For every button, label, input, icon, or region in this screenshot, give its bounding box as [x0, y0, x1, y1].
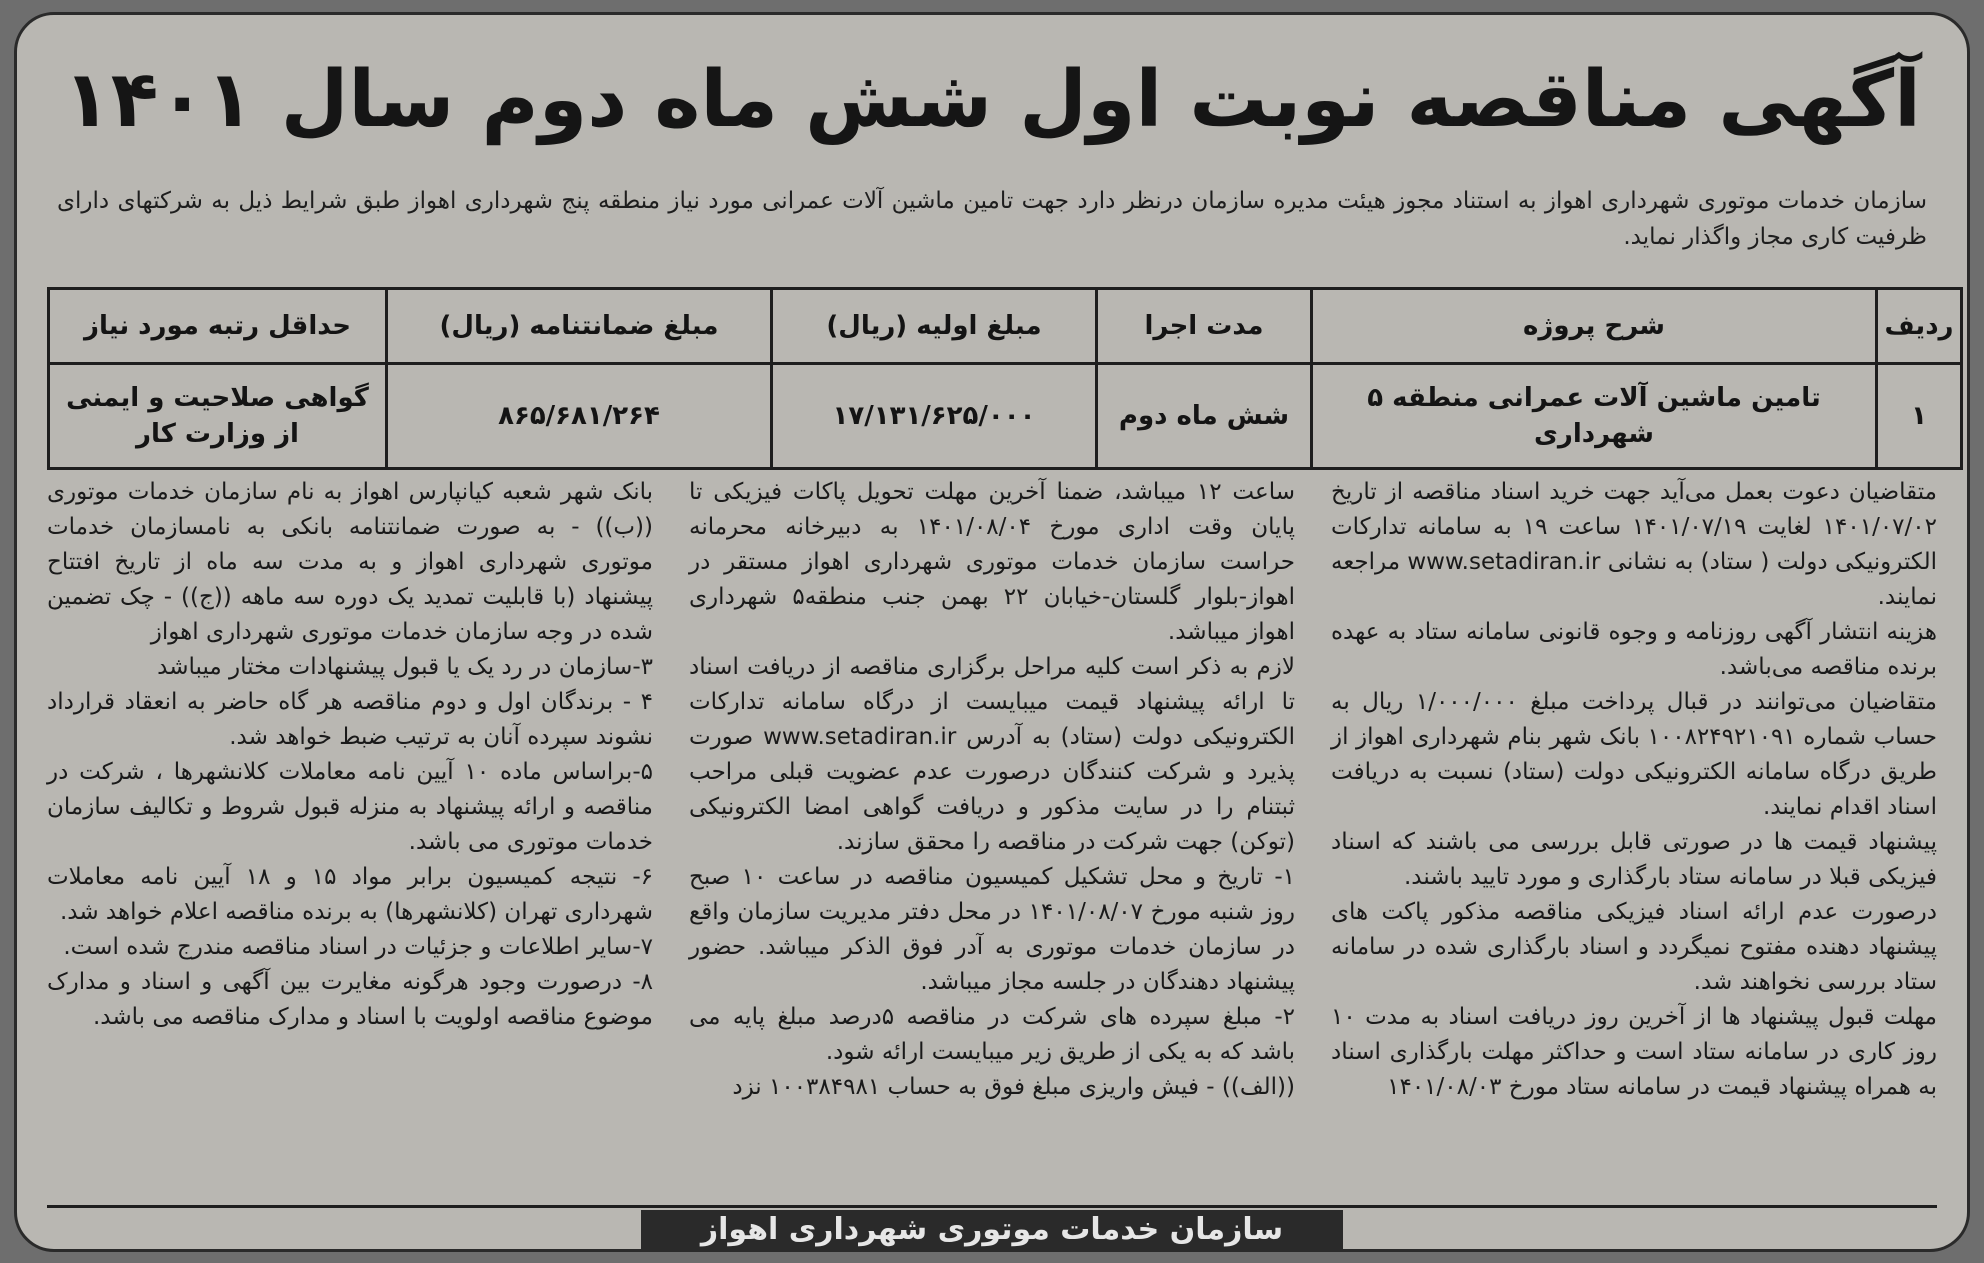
paragraph: هزینه انتشار آگهی روزنامه و وجوه قانونی سامانه ستاد به عهده برنده مناقصه می‌باشد. — [1331, 619, 1937, 680]
header-min-rank: حداقل رتبه مورد نیاز — [49, 289, 387, 364]
paragraph: ۷-سایر اطلاعات و جزئیات در اسناد مناقصه مندرج شده است. — [63, 934, 653, 960]
paragraph: متقاضیان می‌توانند در قبال پرداخت مبلغ ۱/۰۰۰/۰۰۰ ریال به حساب شماره ۱۰۰۸۲۴۹۲۱۰۹۱ بانک شهر بنام شهرداری اهواز از طریق درگاه سامانه الکترونیکی دولت (ستاد) نسبت به دریافت اسناد اقدام نمایند. — [1331, 689, 1937, 820]
notice-title: آگهی مناقصه نوبت اول شش ماه دوم سال ۱۴۰۱ — [63, 55, 1921, 145]
paragraph: ۵-براساس ماده ۱۰ آیین نامه معاملات کلانشهرها ، شرکت در مناقصه و ارائه پیشنهاد به منزله قبول شروط و تکالیف سازمان خدمات موتوری می باشد. — [47, 759, 653, 855]
header-row-number: ردیف — [1877, 289, 1962, 364]
paragraph: پیشنهاد قیمت ها در صورتی قابل بررسی می باشند که اسناد فیزیکی قبلا در سامانه ستاد بارگذاری و مورد تایید باشند. — [1331, 829, 1937, 890]
paragraph: مهلت قبول پیشنهاد ها از آخرین روز دریافت اسناد به مدت ۱۰ روز کاری در سامانه ستاد است و حداکثر مهلت بارگذاری اسناد به همراه پیشنهاد قیمت در سامانه ستاد مورخ ۱۴۰۱/۰۸/۰۳ — [1331, 1004, 1937, 1100]
cell-row-number: ۱ — [1877, 364, 1962, 469]
header-description: شرح پروژه — [1312, 289, 1877, 364]
paragraph: درصورت عدم ارائه اسناد فیزیکی مناقصه مذکور پاکت های پیشنهاد دهنده مفتوح نمیگردد و اسناد بارگذاری شده در سامانه ستاد بررسی نخواهند شد. — [1331, 899, 1937, 995]
intro-paragraph: سازمان خدمات موتوری شهرداری اهواز به استناد مجوز هیئت مدیره سازمان درنظر دارد جهت تامین ماشین آلات عمرانی مورد نیاز منطقه پنج شهرداری اهواز طبق شرایط ذیل به شرکتهای دارای ظرفیت کاری مجاز واگذار نماید. — [57, 188, 1927, 250]
tender-table — [47, 287, 1963, 470]
paragraph: ۸- درصورت وجود هرگونه مغایرت بین آگهی و اسناد و مدارک موضوع مناقصه اولویت با اسناد و مدارک مناقصه می باشد. — [47, 969, 653, 1030]
header-duration: مدت اجرا — [1097, 289, 1312, 364]
column-middle — [689, 475, 1295, 1195]
paragraph: ساعت ۱۲ میباشد، ضمنا آخرین مهلت تحویل پاکات فیزیکی تا پایان وقت اداری مورخ ۱۴۰۱/۰۸/۰۴ به دبیرخانه محرمانه حراست سازمان خدمات موتوری شهرداری اهواز مستقر در اهواز-بلوار گلستان-خیابان ۲۲ بهمن جنب منطقه۵ شهرداری اهواز میباشد. — [689, 479, 1295, 645]
paragraph: ۴ - برندگان اول و دوم مناقصه هر گاه حاضر به انعقاد قرارداد نشوند سپرده آنان به ترتیب ضبط خواهد شد. — [47, 689, 653, 750]
paragraph: ۳-سازمان در رد یک یا قبول پیشنهادات مختار میباشد — [157, 654, 653, 680]
footer-organization: سازمان خدمات موتوری شهرداری اهواز — [641, 1210, 1343, 1249]
paragraph: لازم به ذکر است کلیه مراحل برگزاری مناقصه از دریافت اسناد تا ارائه پیشنهاد قیمت میبایست از درگاه سامانه تدارکات الکترونیکی دولت (ستاد) به آدرس www.setadiran.ir صورت پذیرد و شرکت کنندگان درصورت عدم عضویت قبلی مراحب ثبتنام را در سایت مذکور و دریافت گواهی امضا الکترونیکی (توکن) جهت شرکت در مناقصه را محقق سازند. — [689, 654, 1295, 855]
cell-initial-amount: ۱۷/۱۳۱/۶۲۵/۰۰۰ — [772, 364, 1097, 469]
paragraph: ۱- تاریخ و محل تشکیل کمیسیون مناقصه در ساعت ۱۰ صبح روز شنبه مورخ ۱۴۰۱/۰۸/۰۷ در محل دفتر مدیریت سازمان واقع در سازمان خدمات موتوری به آدر فوق الذکر میباشد. حضور پیشنهاد دهندگان در جلسه مجاز میباشد. — [689, 864, 1295, 995]
table-header-row — [49, 289, 1962, 364]
paragraph: ۲- مبلغ سپرده های شرکت در مناقصه ۵درصد مبلغ پایه می باشد که به یکی از طریق زیر میبایست ارائه شود. — [689, 1004, 1295, 1065]
header-initial-amount: مبلغ اولیه (ریال) — [772, 289, 1097, 364]
column-left — [47, 475, 653, 1195]
column-right — [1331, 475, 1937, 1195]
cell-min-rank: گواهی صلاحیت و ایمنی از وزارت کار — [49, 364, 387, 469]
paragraph: ۶- نتیجه کمیسیون برابر مواد ۱۵ و ۱۸ آیین نامه معاملات شهرداری تهران (کلانشهرها) به برنده مناقصه اعلام خواهد شد. — [47, 864, 653, 925]
paragraph: متقاضیان دعوت بعمل می‌آید جهت خرید اسناد مناقصه از تاریخ ۱۴۰۱/۰۷/۰۲ لغایت ۱۴۰۱/۰۷/۱۹ ساعت ۱۹ به سامانه تدارکات الکترونیکی دولت ( ستاد) به نشانی www.setadiran.ir مراجعه نمایند. — [1330, 479, 1937, 610]
body-columns — [47, 475, 1937, 1195]
footer-banner — [47, 1205, 1937, 1256]
paragraph: بانک شهر شعبه کیانپارس اهواز به نام سازمان خدمات موتوری ((ب)) - به صورت ضمانتنامه بانکی به نامسازمان خدمات موتوری شهرداری اهواز و به مدت سه ماه از تاریخ افتتاح پیشنهاد (با قابلیت تمدید یک دوره سه ماهه ((ج)) - چک تضمین شده در وجه سازمان خدمات موتوری شهرداری اهواز — [47, 479, 653, 645]
cell-guarantee-amount: ۸۶۵/۶۸۱/۲۶۴ — [387, 364, 772, 469]
table-row — [49, 364, 1962, 469]
header-guarantee-amount: مبلغ ضمانتنامه (ریال) — [387, 289, 772, 364]
cell-duration: شش ماه دوم — [1097, 364, 1312, 469]
cell-description: تامین ماشین آلات عمرانی منطقه ۵ شهرداری — [1312, 364, 1877, 469]
tender-notice — [14, 12, 1970, 1252]
paragraph: ((الف)) - فیش واریزی مبلغ فوق به حساب ۱۰۰۳۸۴۹۸۱ نزد — [732, 1074, 1295, 1100]
